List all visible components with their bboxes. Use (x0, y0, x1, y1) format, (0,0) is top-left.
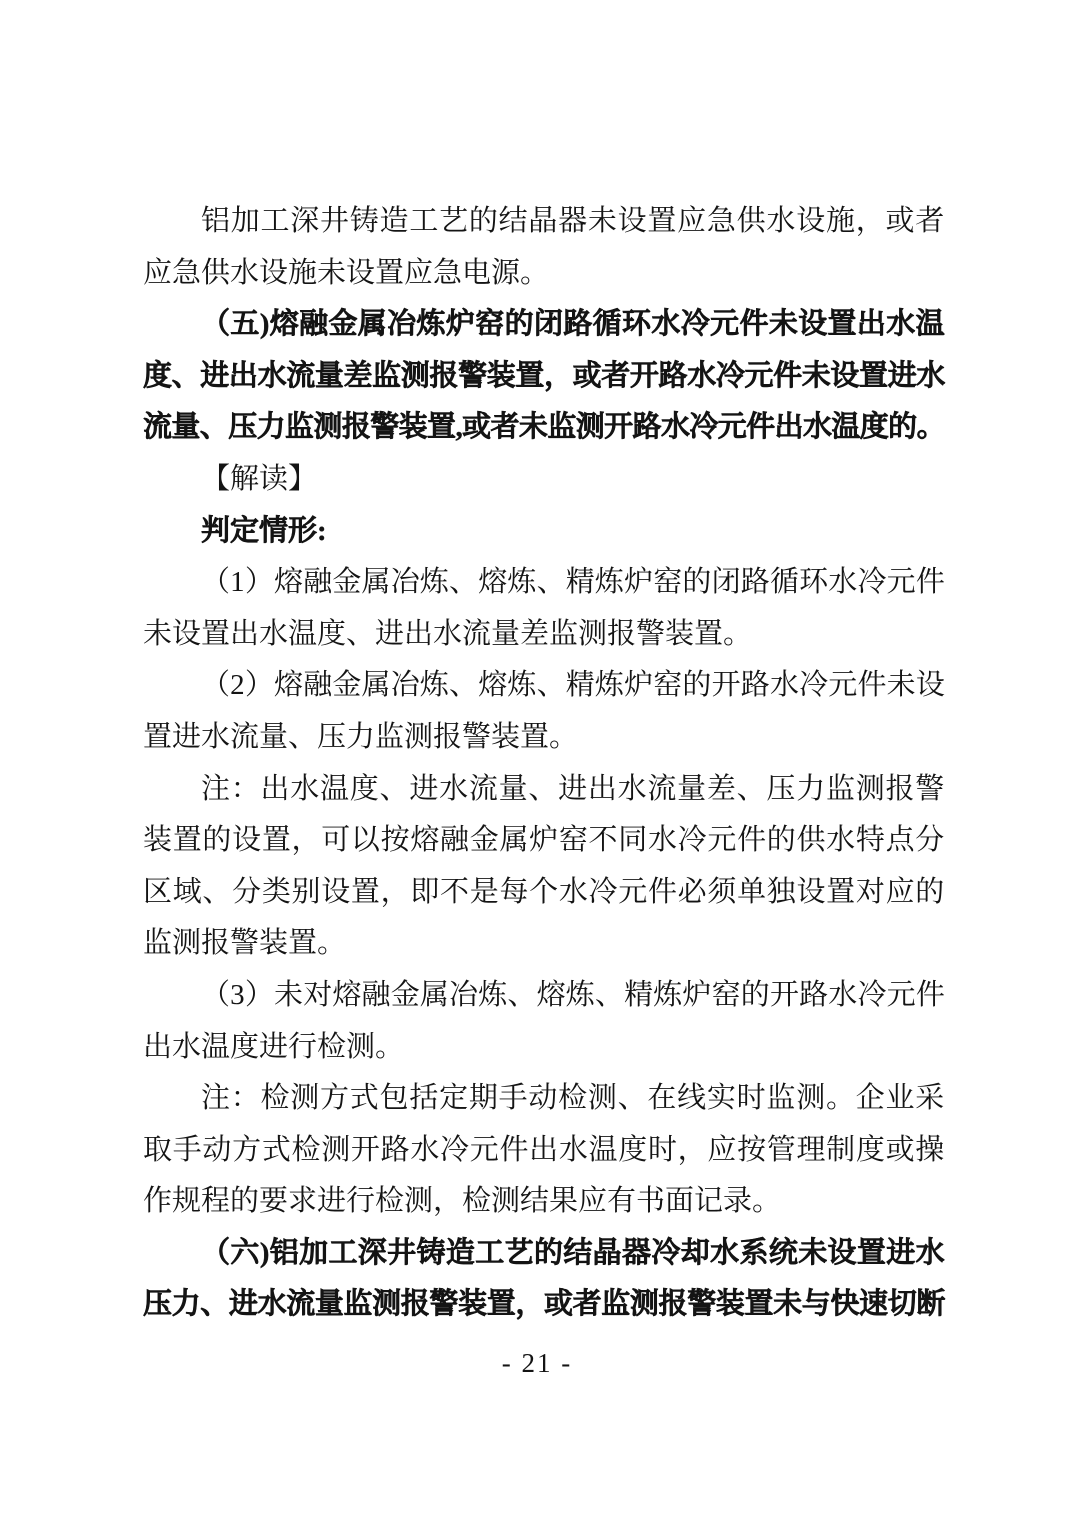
para-case-2 (143, 660, 945, 763)
para-item-6-heading (143, 1228, 945, 1331)
document-body (143, 196, 945, 1331)
text-line: （1）熔融金属冶炼、熔炼、精炼炉窑的闭路循环水冷元件 (201, 566, 945, 599)
text-line: 区域、分类别设置，即不是每个水冷元件必须单独设置对应的 (143, 875, 945, 908)
text-line: 【解读】 (201, 462, 318, 495)
text-line: 应急供水设施未设置应急电源。 (143, 256, 550, 289)
text-line: 作规程的要求进行检测，检测结果应有书面记录。 (143, 1185, 782, 1218)
text-line: （2）熔融金属冶炼、熔炼、精炼炉窑的开路水冷元件未设 (201, 669, 945, 702)
para-note-1 (143, 764, 945, 970)
text-line: 注：检测方式包括定期手动检测、在线实时监测。企业采 (201, 1082, 945, 1115)
text-line: 铝加工深井铸造工艺的结晶器未设置应急供水设施，或者 (201, 205, 945, 237)
para-case-1 (143, 557, 945, 660)
text-line: 监测报警装置。 (143, 927, 347, 960)
text-line: 取手动方式检测开路水冷元件出水温度时，应按管理制度或操 (143, 1133, 945, 1166)
para-note-2 (143, 1073, 945, 1228)
text-line: 出水温度进行检测。 (143, 1030, 405, 1063)
page-number: - 21 - (501, 1348, 573, 1378)
text-line: 置进水流量、压力监测报警装置。 (143, 720, 579, 753)
text-line: 注：出水温度、进水流量、进出水流量差、压力监测报警 (201, 772, 945, 805)
para-mold-emergency-water (143, 196, 945, 299)
text-line: 装置的设置，可以按熔融金属炉窑不同水冷元件的供水特点分 (143, 824, 945, 857)
text-line: 未设置出水温度、进出水流量差监测报警装置。 (143, 617, 753, 650)
text-line: 判定情形: (201, 514, 327, 547)
para-judgment-label (143, 506, 945, 558)
text-line: 流量、压力监测报警装置,或者未监测开路水冷元件出水温度的。 (143, 411, 945, 444)
text-line: （六)铝加工深井铸造工艺的结晶器冷却水系统未设置进水 (201, 1236, 945, 1269)
text-line: 度、进出水流量差监测报警装置，或者开路水冷元件未设置进水 (143, 359, 945, 392)
para-case-3 (143, 970, 945, 1073)
para-interpretation-label (143, 454, 945, 506)
para-item-5-heading (143, 299, 945, 454)
text-line: （五)熔融金属冶炼炉窑的闭路循环水冷元件未设置出水温 (201, 308, 945, 341)
text-line: （3）未对熔融金属冶炼、熔炼、精炼炉窑的开路水冷元件 (201, 978, 945, 1011)
text-line: 压力、进水流量监测报警装置，或者监测报警装置未与快速切断 (143, 1288, 945, 1321)
